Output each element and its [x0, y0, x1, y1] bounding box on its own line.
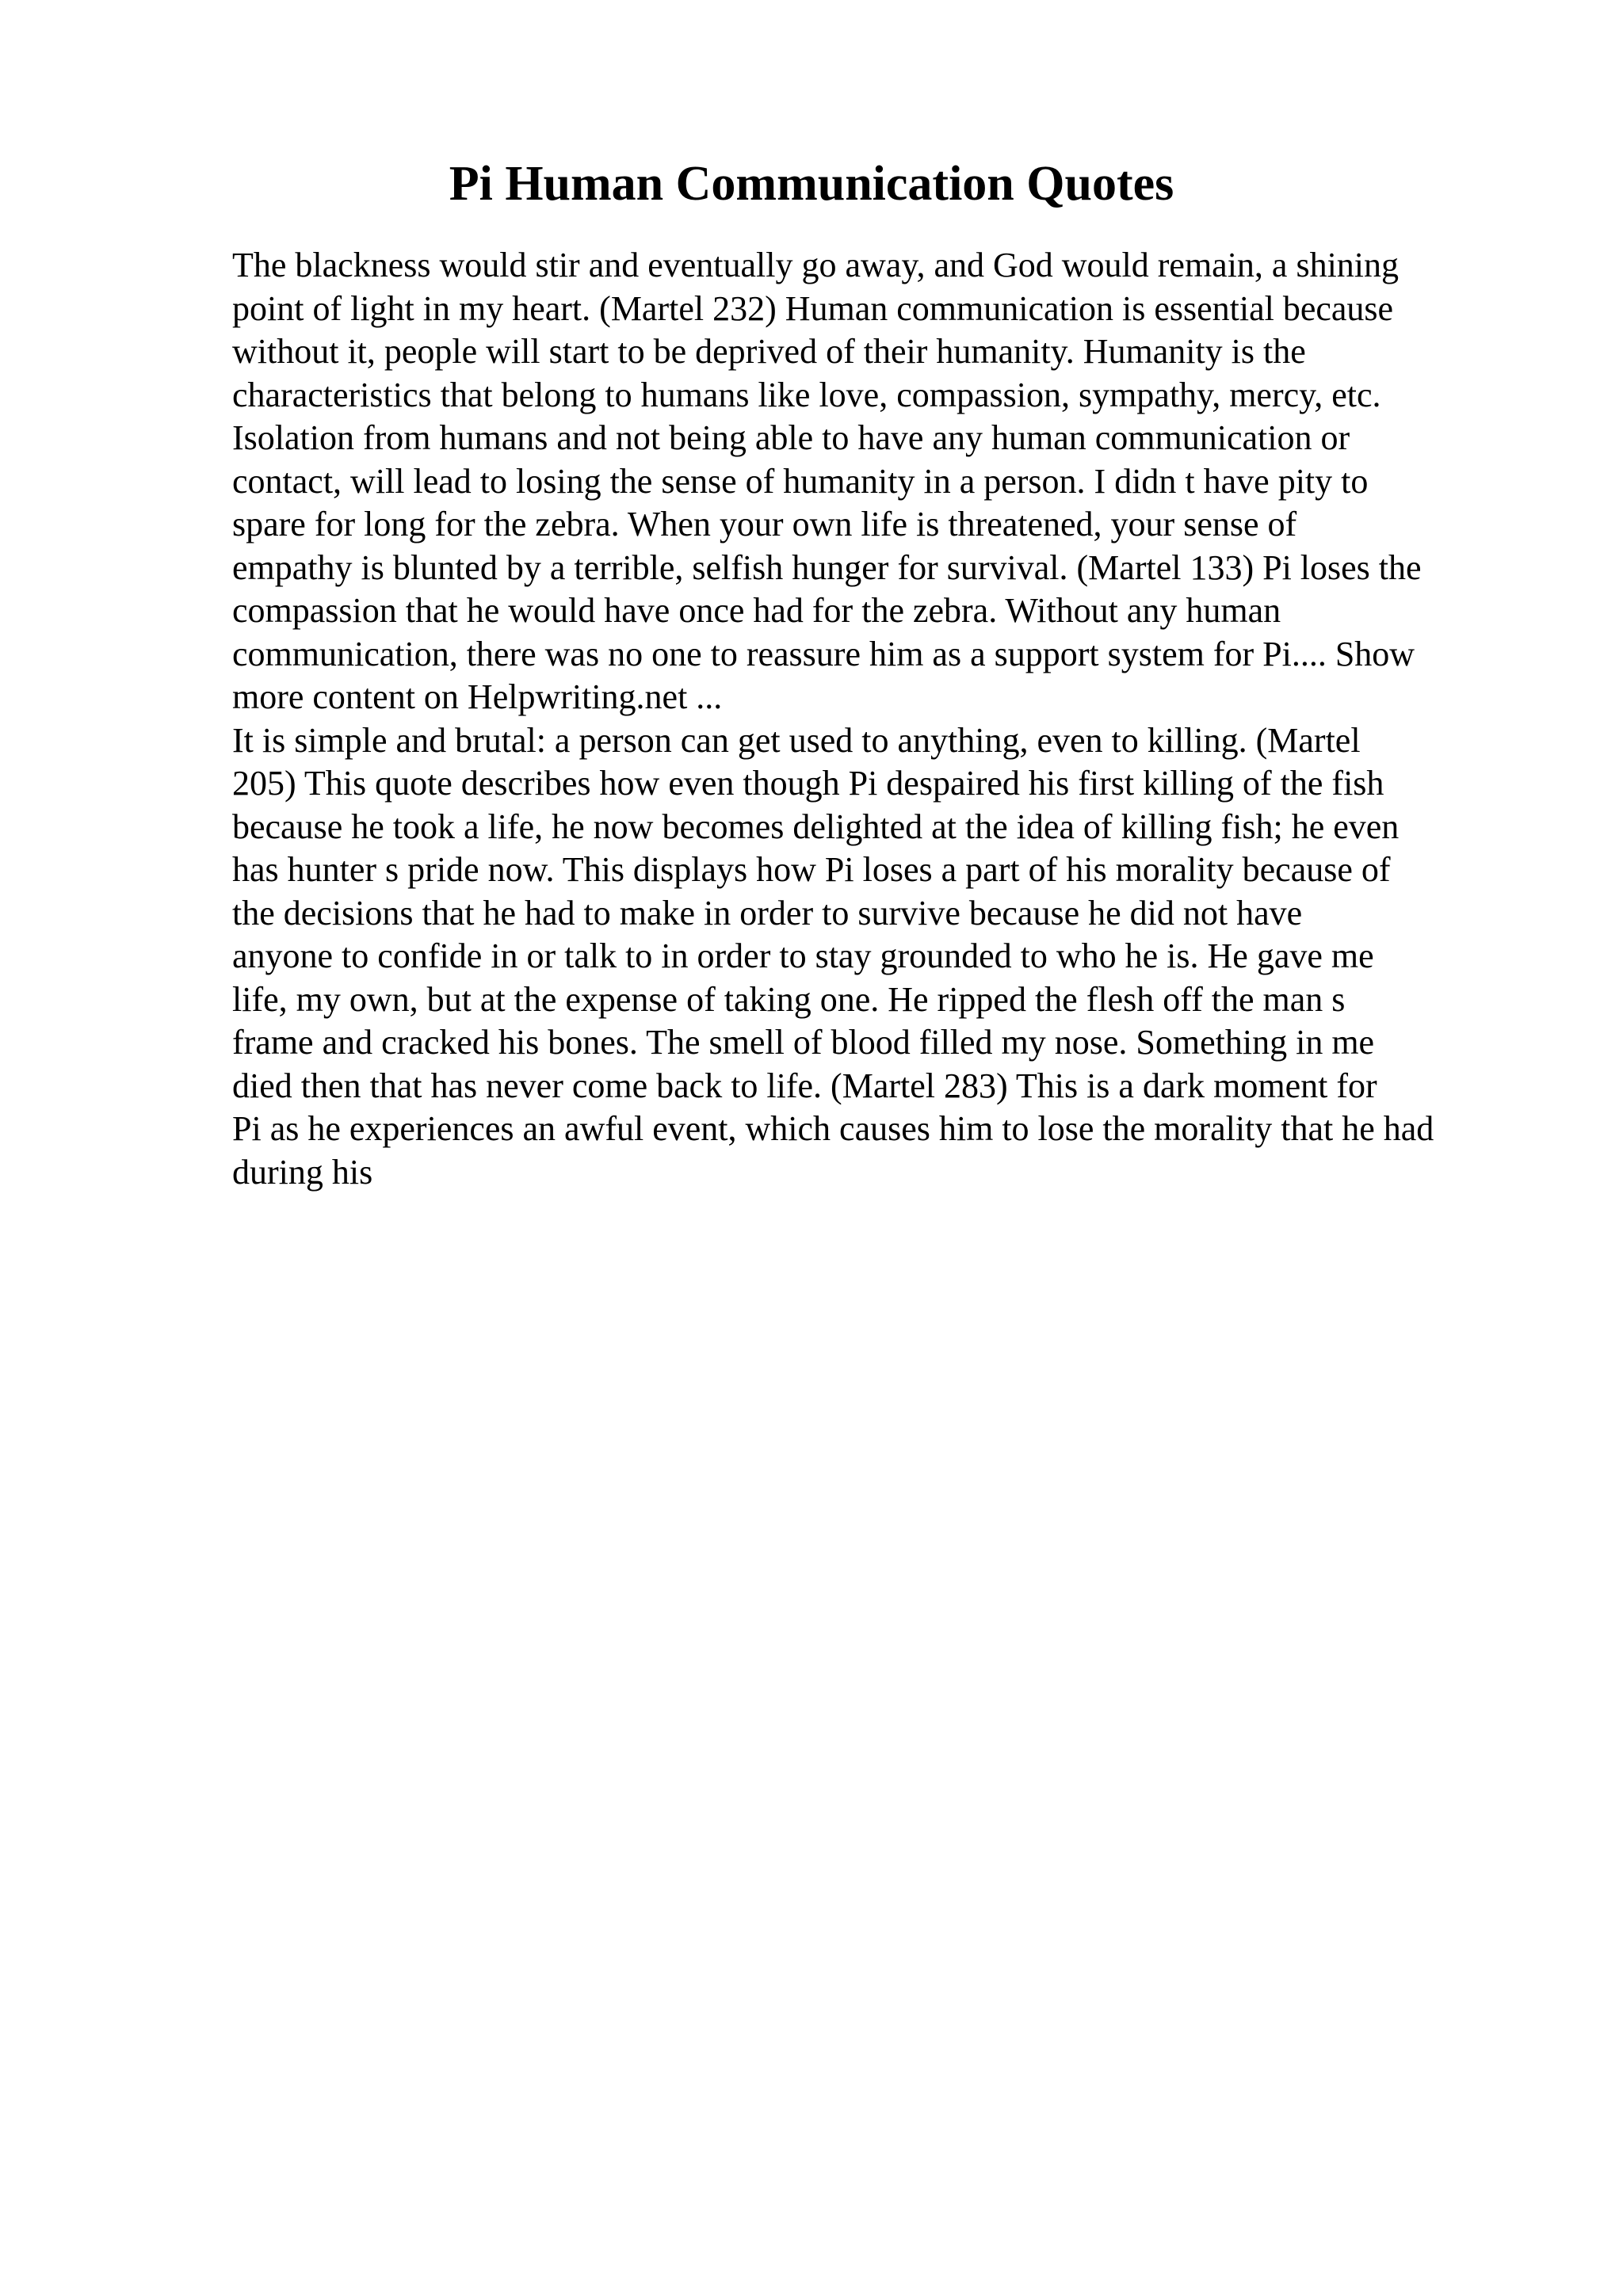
body-line: has hunter s pride now. This displays how Pi loses a part of his morality because of — [232, 850, 1391, 889]
body-line: anyone to confide in or talk to in order to stay grounded to who he is. He gave me — [232, 936, 1374, 975]
body-line: spare for long for the zebra. When your own life is threatened, your sense of — [232, 505, 1297, 543]
body-line: frame and cracked his bones. The smell of blood filled my nose. Something in me — [232, 1023, 1375, 1062]
body-line: more content on Helpwriting.net ... — [232, 677, 723, 716]
body-line: because he took a life, he now becomes delighted at the idea of killing fish; he even — [232, 807, 1400, 846]
body-line: life, my own, but at the expense of taking one. He ripped the flesh off the man s — [232, 979, 1346, 1019]
body-line: the decisions that he had to make in order to survive because he did not have — [232, 893, 1303, 933]
body-line: compassion that he would have once had for the zebra. Without any human — [232, 591, 1281, 630]
document-title: Pi Human Communication Quotes — [449, 157, 1174, 211]
body-line: point of light in my heart. (Martel 232) Human communication is essential because — [232, 288, 1394, 328]
document-body — [232, 244, 1434, 1194]
body-line: It is simple and brutal: a person can get used to anything, even to killing. (Martel — [232, 720, 1361, 760]
body-line: empathy is blunted by a terrible, selfish hunger for survival. (Martel 133) Pi loses the — [232, 547, 1422, 587]
body-line: during his — [232, 1152, 373, 1192]
body-line: died then that has never come back to life. (Martel 283) This is a dark moment for — [232, 1066, 1377, 1105]
body-line: contact, will lead to losing the sense of humanity in a person. I didn t have pity to — [232, 461, 1369, 501]
body-line: characteristics that belong to humans like love, compassion, sympathy, mercy, etc. — [232, 375, 1381, 414]
body-line: 205) This quote describes how even though Pi despaired his first killing of the fish — [232, 764, 1384, 803]
body-line: communication, there was no one to reassure him as a support system for Pi.... Show — [232, 634, 1415, 673]
body-line: without it, people will start to be deprived of their humanity. Humanity is the — [232, 332, 1306, 371]
body-line: The blackness would stir and eventually go away, and God would remain, a shining — [232, 246, 1400, 284]
body-line: Isolation from humans and not being able to have any human communication or — [232, 418, 1350, 457]
body-line: Pi as he experiences an awful event, which causes him to lose the morality that he had — [232, 1109, 1434, 1148]
